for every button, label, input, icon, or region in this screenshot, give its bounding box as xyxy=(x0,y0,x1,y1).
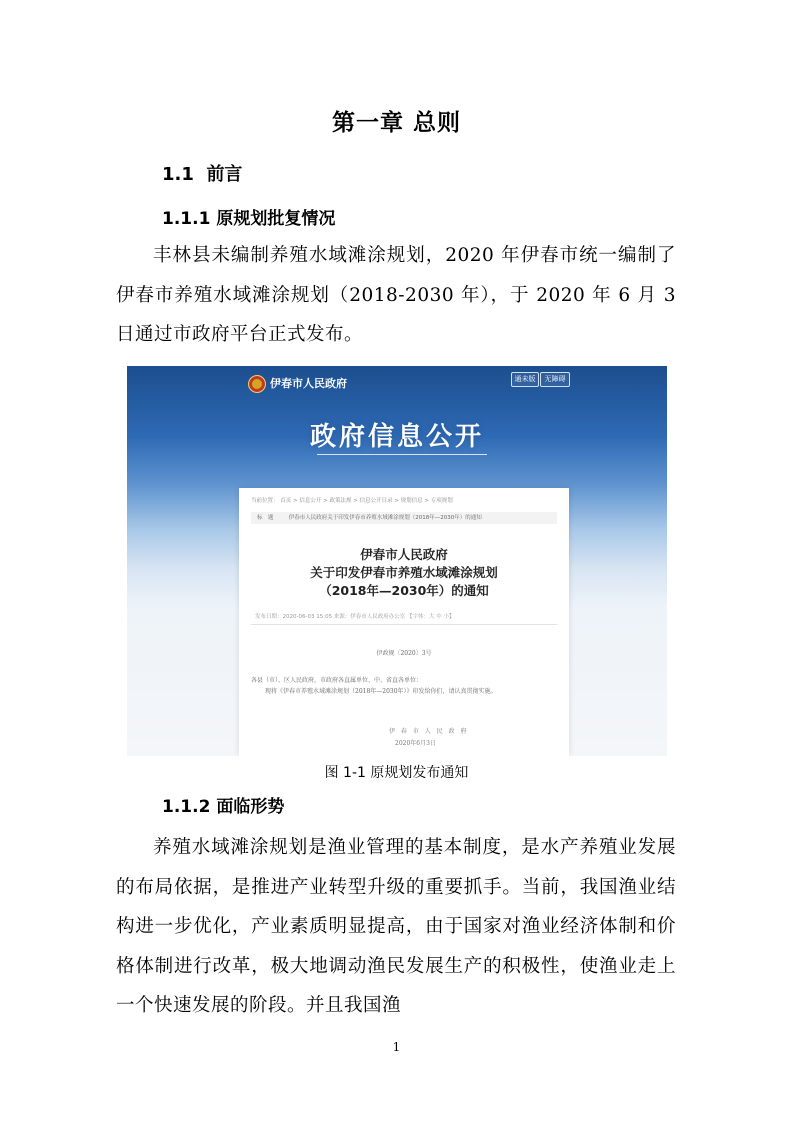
figure-meta-label: 标 题 xyxy=(257,515,274,521)
figure-notice-title xyxy=(239,546,569,600)
paragraph-1-text: 丰林县未编制养殖水域滩涂规划，2020 年伊春市统一编制了伊春市养殖水域滩涂规划（2018-2030 年），于 2020 年 6 月 3 日通过市政府平台正式发布。 xyxy=(116,245,676,345)
figure-signature: 伊 春 市 人 民 政 府 xyxy=(389,728,469,735)
paragraph-2 xyxy=(116,828,676,1026)
figure-publish-info: 发布日期：2020-06-03 15:05 来源：伊春市人民政府办公室 【字体：大 中 小】 xyxy=(255,614,455,620)
notice-title-line-2: 关于印发伊春市养殖水域滩涂规划 xyxy=(310,565,498,580)
section-heading xyxy=(162,160,242,186)
figure-body-line-1: 各县（市）、区人民政府，市政府各直属单位、中、省直各单位： xyxy=(251,677,423,684)
figure-breadcrumb: 当前位置： 首页 > 信息公开 > 政策法规 > 信息公开目录 > 规划信息 > 专项规划 xyxy=(251,498,453,504)
figure-meta-value: 伊春市人民政府关于印发伊春市养殖水域滩涂规划（2018年—2030年）的通知 xyxy=(288,515,482,521)
section-title: 前言 xyxy=(206,164,243,185)
notice-title-line-1: 伊春市人民政府 xyxy=(360,547,448,562)
subsection-heading-1: 1.1.1 原规划批复情况 xyxy=(162,209,336,229)
figure-banner-line xyxy=(317,454,487,455)
figure-document-card xyxy=(239,488,569,756)
subsection-heading-2: 1.1.2 面临形势 xyxy=(162,797,285,817)
figure-meta-row xyxy=(251,512,557,524)
section-number: 1.1 xyxy=(162,164,194,185)
figure-topbar xyxy=(127,366,667,402)
national-emblem-icon xyxy=(248,375,266,393)
figure-body-line-2: 现将《伊春市养殖水域滩涂规划（2018年—2030年）》印发给你们，请认真贯彻实施。 xyxy=(265,688,497,695)
page-number: 1 xyxy=(392,1040,401,1054)
chapter-title: 第一章 总则 xyxy=(331,110,461,136)
figure-document-number: 伊政规〔2020〕3号 xyxy=(376,650,432,657)
figure-accessibility-button: 无障碍 xyxy=(540,372,570,387)
figure-version-button: 通未版 xyxy=(511,372,539,387)
notice-title-line-3: （2018年—2030年）的通知 xyxy=(319,583,489,598)
paragraph-2-text: 养殖水域滩涂规划是渔业管理的基本制度，是水产养殖业发展的布局依据，是推进产业转型升级的重要抓手。当前，我国渔业结构进一步优化，产业素质明显提高，由于国家对渔业经济体制和价格体制进行改革，极大地调动渔民发展生产的积极性，使渔业走上一个快速发展的阶段。并且我国渔 xyxy=(116,837,676,1016)
figure-site-name: 伊春市人民政府 xyxy=(270,377,347,390)
figure-date: 2020年6月3日 xyxy=(395,740,436,747)
paragraph-1 xyxy=(116,236,676,355)
figure-caption: 图 1-1 原规划发布通知 xyxy=(324,765,469,781)
figure-screenshot xyxy=(127,366,667,756)
figure-banner-title: 政府信息公开 xyxy=(309,422,484,452)
figure-divider xyxy=(251,624,557,625)
